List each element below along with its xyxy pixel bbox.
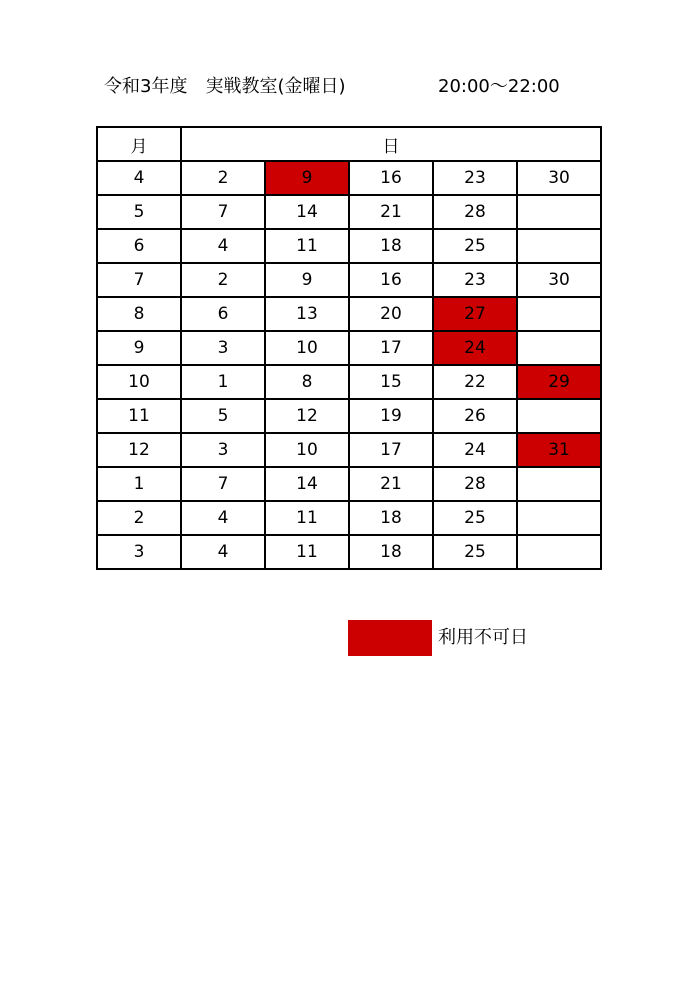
day-cell-unavailable: 29: [517, 365, 601, 399]
day-cell: 11: [265, 535, 349, 569]
day-cell: 4: [181, 535, 265, 569]
title-main: 令和3年度 実戦教室(金曜日): [104, 76, 346, 97]
day-cell: 30: [517, 161, 601, 195]
day-cell: 8: [265, 365, 349, 399]
month-cell: 2: [97, 501, 181, 535]
day-cell: 7: [181, 467, 265, 501]
day-cell-unavailable: 27: [433, 297, 517, 331]
day-cell: 1: [181, 365, 265, 399]
table-row: [97, 195, 601, 229]
day-cell: 4: [181, 501, 265, 535]
day-cell: 11: [265, 229, 349, 263]
day-cell: 25: [433, 229, 517, 263]
day-cell: 26: [433, 399, 517, 433]
legend-swatch: [348, 620, 432, 656]
day-cell: 6: [181, 297, 265, 331]
day-cell: [517, 399, 601, 433]
day-cell: 16: [349, 161, 433, 195]
schedule-body: [97, 161, 601, 569]
day-cell: 2: [181, 263, 265, 297]
month-cell: 5: [97, 195, 181, 229]
day-cell: 17: [349, 331, 433, 365]
schedule-table: [96, 126, 602, 570]
day-cell: 17: [349, 433, 433, 467]
day-cell: 18: [349, 229, 433, 263]
day-cell: 18: [349, 501, 433, 535]
month-cell: 6: [97, 229, 181, 263]
day-cell: 4: [181, 229, 265, 263]
table-row: [97, 229, 601, 263]
day-cell: 12: [265, 399, 349, 433]
day-cell: 2: [181, 161, 265, 195]
header-month: 月: [97, 127, 181, 161]
month-cell: 7: [97, 263, 181, 297]
day-cell: 14: [265, 195, 349, 229]
day-cell: 21: [349, 467, 433, 501]
day-cell: 24: [433, 433, 517, 467]
day-cell: [517, 501, 601, 535]
day-cell-unavailable: 9: [265, 161, 349, 195]
table-row: [97, 501, 601, 535]
day-cell: [517, 229, 601, 263]
day-cell: [517, 331, 601, 365]
table-row: [97, 535, 601, 569]
table-row: [97, 433, 601, 467]
day-cell-unavailable: 24: [433, 331, 517, 365]
day-cell: 16: [349, 263, 433, 297]
day-cell: 9: [265, 263, 349, 297]
table-row: [97, 297, 601, 331]
day-cell: 3: [181, 433, 265, 467]
day-cell: 20: [349, 297, 433, 331]
day-cell: 10: [265, 331, 349, 365]
day-cell: 14: [265, 467, 349, 501]
day-cell: 23: [433, 161, 517, 195]
day-cell: 25: [433, 501, 517, 535]
table-row: [97, 399, 601, 433]
title-time: 20:00～22:00: [438, 76, 560, 97]
table-header-row: [97, 127, 601, 161]
month-cell: 12: [97, 433, 181, 467]
day-cell: 10: [265, 433, 349, 467]
table-row: [97, 263, 601, 297]
day-cell: [517, 195, 601, 229]
day-cell: [517, 297, 601, 331]
day-cell: 18: [349, 535, 433, 569]
page-title: [104, 72, 584, 102]
day-cell: 5: [181, 399, 265, 433]
day-cell-unavailable: 31: [517, 433, 601, 467]
table-row: [97, 161, 601, 195]
month-cell: 11: [97, 399, 181, 433]
header-day: 日: [181, 127, 601, 161]
day-cell: 30: [517, 263, 601, 297]
table-row: [97, 331, 601, 365]
day-cell: 11: [265, 501, 349, 535]
month-cell: 10: [97, 365, 181, 399]
day-cell: 22: [433, 365, 517, 399]
day-cell: 19: [349, 399, 433, 433]
day-cell: 15: [349, 365, 433, 399]
day-cell: [517, 535, 601, 569]
day-cell: 13: [265, 297, 349, 331]
table-row: [97, 365, 601, 399]
day-cell: 28: [433, 195, 517, 229]
month-cell: 3: [97, 535, 181, 569]
day-cell: [517, 467, 601, 501]
month-cell: 9: [97, 331, 181, 365]
day-cell: 3: [181, 331, 265, 365]
day-cell: 7: [181, 195, 265, 229]
month-cell: 4: [97, 161, 181, 195]
table-row: [97, 467, 601, 501]
day-cell: 21: [349, 195, 433, 229]
day-cell: 23: [433, 263, 517, 297]
day-cell: 25: [433, 535, 517, 569]
legend-label: 利用不可日: [438, 627, 528, 648]
day-cell: 28: [433, 467, 517, 501]
month-cell: 1: [97, 467, 181, 501]
month-cell: 8: [97, 297, 181, 331]
